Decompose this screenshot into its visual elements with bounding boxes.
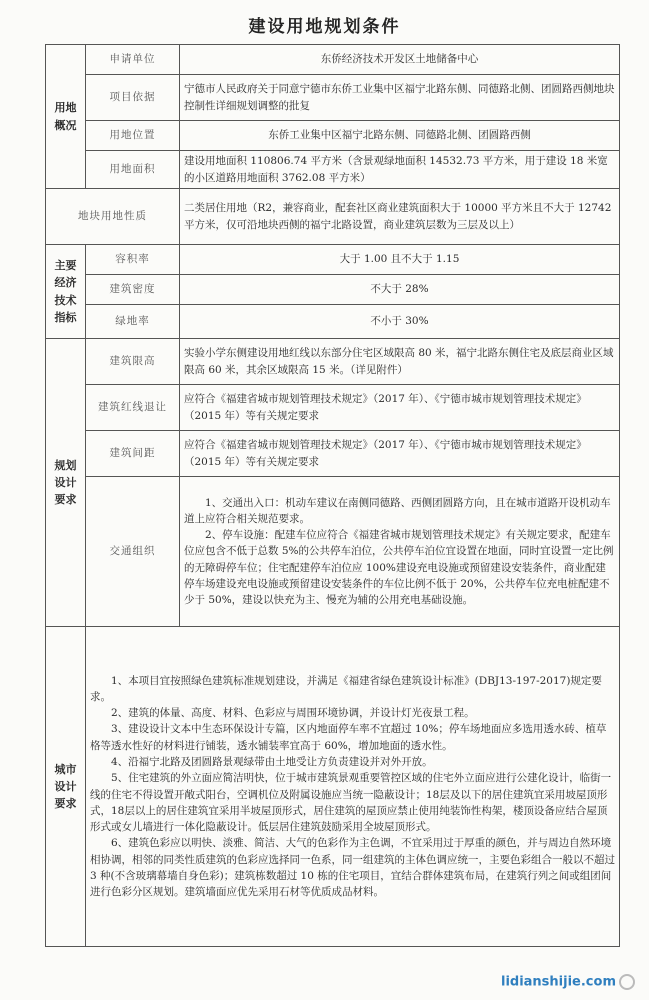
table-row [46, 151, 620, 189]
group-text: 用地概况 [54, 101, 77, 132]
table-row [46, 245, 620, 275]
table-row [46, 121, 620, 151]
location-value: 东侨工业集中区福宁北路东侧、同德路北侧、团圆路西侧 [180, 121, 620, 151]
field-label: 绿地率 [86, 305, 180, 339]
group-text: 城市设计要求 [54, 762, 77, 811]
field-label: 用地面积 [86, 151, 180, 189]
applicant-value: 东侨经济技术开发区土地储备中心 [180, 45, 620, 75]
table-row [46, 477, 620, 627]
group-label-urban [46, 627, 86, 947]
traffic-paragraph-1: 1、交通出入口：机动车建议在南侧同德路、西侧团圆路方向，且在城市道路开设机动车道上应符合相关规范要求。 [184, 496, 611, 525]
field-label: 用地位置 [86, 121, 180, 151]
urban-item: 3、建设设计文本中生态环保设计专篇，区内地面停车率不宜超过 10%；停车场地面应多选用透水砖、植草格等透水性好的材料进行铺装，透水铺装率宜高于 60%，增加地面的透水性。 [90, 723, 607, 752]
table-row [46, 627, 620, 947]
field-label: 项目依据 [86, 75, 180, 121]
field-label: 建筑限高 [86, 339, 180, 385]
urban-item: 1、本项目宜按照绿色建筑标准规划建设，并满足《福建省绿色建筑设计标准》(DBJ13-197-2017)规定要求。 [90, 674, 602, 703]
traffic-value [180, 477, 620, 627]
nature-label: 地块用地性质 [46, 189, 180, 245]
document-title: 建设用地规划条件 [248, 17, 401, 37]
table-row [46, 75, 620, 121]
group-label-economic [46, 245, 86, 339]
planning-conditions-table [45, 44, 620, 947]
urban-requirements [86, 627, 620, 947]
area-value: 建设用地面积 110806.74 平方米（含景观绿地面积 14532.73 平方米，用于建设 18 米宽的小区道路用地面积 3762.08 平方米） [180, 151, 620, 189]
group-text: 主要经济技术指标 [54, 259, 77, 324]
watermark-logo-icon [619, 974, 635, 990]
far-value: 大于 1.00 且不大于 1.15 [180, 245, 620, 275]
field-label: 建筑红线退让 [86, 385, 180, 431]
field-label: 容积率 [86, 245, 180, 275]
traffic-paragraph-2: 2、停车设施：配建车位应符合《福建省城市规划管理技术规定》有关规定要求，配建车位应包含不低于总数 5%的公共停车泊位，公共停车泊位宜设置在地面，同时宜设置一定比例的无障碍停车位；住宅配建停车泊位应 100%建设充电设施或预留建设安装条件，商业配建停车场建设充电设施或预留建设安装条件的车位比例不低于 20%，公共停车位充电桩配建不少于 50%，建设以快充为主、慢充为辅的公用充电基础设施。 [184, 529, 614, 607]
basis-value: 宁德市人民政府关于同意宁德市东侨工业集中区福宁北路东侧、同德路北侧、团圆路西侧地块控制性详细规划调整的批复 [180, 75, 620, 121]
table-row [46, 45, 620, 75]
urban-item: 4、沿福宁北路及团圆路景观绿带由土地受让方负责建设并对外开放。 [111, 755, 433, 768]
table-row [46, 275, 620, 305]
green-value: 不小于 30% [180, 305, 620, 339]
spacing-value: 应符合《福建省城市规划管理技术规定》（2017 年）、《宁德市城市规划管理技术规定》（2015 年）等有关规定要求 [180, 431, 620, 477]
urban-item: 2、建筑的体量、高度、材料、色彩应与周围环境协调，并设计灯光夜景工程。 [111, 707, 475, 720]
density-value: 不大于 28% [180, 275, 620, 305]
watermark [501, 974, 635, 990]
urban-item: 5、住宅建筑的外立面应简洁明快，位于城市建筑景观重要管控区域的住宅外立面应进行公建化设计，临街一线的住宅不得设置开敞式阳台，空调机位及附属设施应当统一隐蔽设计；18层及以下的居住建筑宜采用坡屋顶形式，18层以上的居住建筑宜采用半坡屋顶形式，居住建筑的屋顶应禁止使用纯装饰性构架，楼顶设备应结合屋顶形式或女儿墙进行一体化隐蔽设计。低层居住建筑鼓励采用全坡屋顶形式。 [90, 772, 612, 834]
field-label: 建筑密度 [86, 275, 180, 305]
field-label: 申请单位 [86, 45, 180, 75]
field-label: 建筑间距 [86, 431, 180, 477]
table-row [46, 431, 620, 477]
field-label: 交通组织 [86, 477, 180, 627]
height-value: 实验小学东侧建设用地红线以东部分住宅区域限高 80 米，福宁北路东侧住宅及底层商业区域限高 60 米，其余区域限高 15 米。（详见附件） [180, 339, 620, 385]
table-row [46, 385, 620, 431]
group-label-overview [46, 45, 86, 189]
group-label-design [46, 339, 86, 627]
group-text: 规划设计要求 [54, 458, 77, 507]
table-row [46, 339, 620, 385]
table-row [46, 189, 620, 245]
table-row [46, 305, 620, 339]
setback-value: 应符合《福建省城市规划管理技术规定》（2017 年）、《宁德市城市规划管理技术规定》（2015 年）等有关规定要求 [180, 385, 620, 431]
urban-item: 6、建筑色彩应以明快、淡雅、简洁、大气的色彩作为主色调，不宜采用过于厚重的颜色，并与周边自然环境相协调，相邻的同类性质建筑的色彩应选择同一色系，同一组建筑的主体色调应统一，主要色彩组合一般以不超过 3 种(不含玻璃幕墙自身色彩)；建筑栋数超过 10 栋的住宅项目，宜结合群体建筑布局，在建筑行列之间或组团间进行色彩分区规划。建筑墙面应优先采用石材等优质成品材料。 [90, 837, 615, 899]
nature-value: 二类居住用地（R2，兼容商业，配套社区商业建筑面积大于 10000 平方米且不大于 12742 平方米，仅可沿地块西侧的福宁北路设置，商业建筑层数为三层及以上） [180, 189, 620, 245]
watermark-text: lidianshijie.com [500, 974, 616, 990]
